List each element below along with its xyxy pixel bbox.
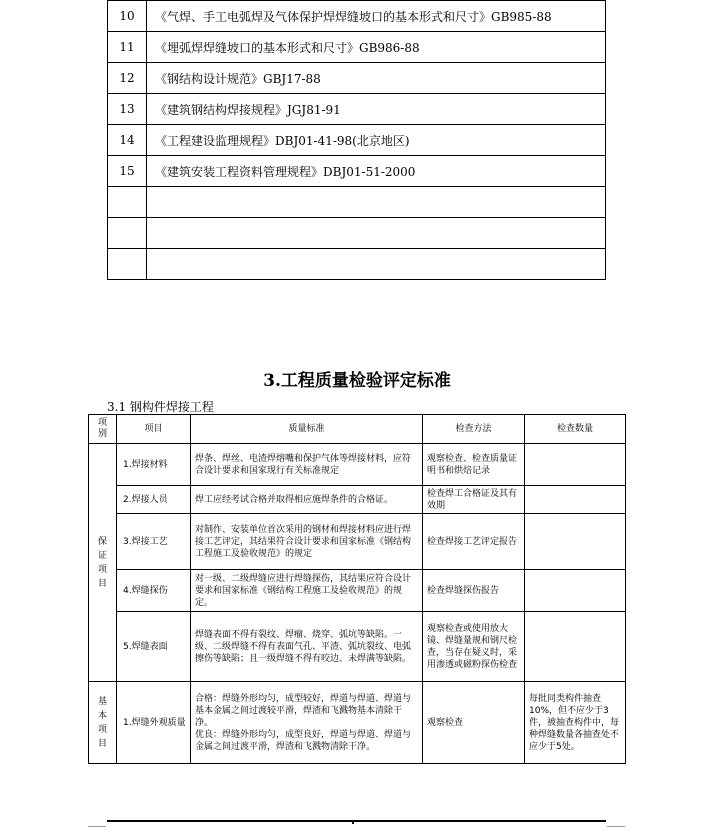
footer-rule xyxy=(107,820,606,822)
reference-text: 《工程建设监理规程》DBJ01-41-98(北京地区) xyxy=(147,125,606,156)
row-standard xyxy=(191,682,423,764)
header-method: 检查方法 xyxy=(423,415,525,444)
reference-row xyxy=(108,249,606,280)
corner-mark-left xyxy=(88,826,106,827)
reference-row xyxy=(108,1,606,32)
quality-table-header-row xyxy=(89,415,626,444)
reference-row xyxy=(108,63,606,94)
header-category: 项 别 xyxy=(89,415,117,444)
row-method: 检查焊工合格证及其有效期 xyxy=(423,486,525,514)
reference-text xyxy=(147,187,606,218)
row-item: 4.焊缝探伤 xyxy=(117,570,191,612)
reference-row xyxy=(108,94,606,125)
reference-text: 《气焊、手工电弧焊及气体保护焊焊缝坡口的基本形式和尺寸》GB985-88 xyxy=(147,1,606,32)
header-quantity: 检查数量 xyxy=(525,415,626,444)
subsection-title: 3.1 钢构件焊接工程 xyxy=(107,400,214,414)
row-method: 观察检查、检查质量证明书和烘焙记录 xyxy=(423,444,525,486)
guarantee-row xyxy=(89,570,626,612)
reference-row xyxy=(108,156,606,187)
reference-text: 《建筑安装工程资料管理规程》DBJ01-51-2000 xyxy=(147,156,606,187)
reference-text: 《钢结构设计规范》GBJ17-88 xyxy=(147,63,606,94)
row-standard: 焊工应经考试合格并取得相应施焊条件的合格证。 xyxy=(191,486,423,514)
reference-text xyxy=(147,218,606,249)
reference-text xyxy=(147,249,606,280)
reference-number: 12 xyxy=(108,63,147,94)
row-method: 检查焊接工艺评定报告 xyxy=(423,514,525,570)
row-method: 检查焊缝探伤报告 xyxy=(423,570,525,612)
guarantee-row xyxy=(89,514,626,570)
row-item: 3.焊接工艺 xyxy=(117,514,191,570)
reference-text: 《埋弧焊焊缝坡口的基本形式和尺寸》GB986-88 xyxy=(147,32,606,63)
section-title: 3.工程质量检验评定标准 xyxy=(263,371,451,391)
row-standard: 焊缝表面不得有裂纹、焊瘤、烧穿、弧坑等缺陷。一级、二级焊缝不得有表面气孔、平渣、弧坑裂纹、电弧擦伤等缺陷；且一级焊缝不得有咬边、未焊满等缺陷。 xyxy=(191,612,423,682)
basic-category: 基 本 项 目 xyxy=(89,682,117,764)
row-item: 5.焊缝表面 xyxy=(117,612,191,682)
reference-number: 11 xyxy=(108,32,147,63)
reference-row xyxy=(108,218,606,249)
reference-row xyxy=(108,125,606,156)
row-standard: 焊条、焊丝、电渣焊熔嘴和保护气体等焊接材料，应符合设计要求和国家现行有关标准规定 xyxy=(191,444,423,486)
guarantee-row xyxy=(89,444,626,486)
reference-number xyxy=(108,218,147,249)
row-item: 2.焊接人员 xyxy=(117,486,191,514)
header-item: 项目 xyxy=(117,415,191,444)
reference-table xyxy=(107,0,606,280)
quality-table xyxy=(88,414,626,764)
header-standard: 质量标准 xyxy=(191,415,423,444)
guarantee-category: 保 证 项 目 xyxy=(89,444,117,682)
reference-number xyxy=(108,249,147,280)
row-method: 观察检查或使用放大镜、焊缝量规和钢尺检查，当存在疑义时，采用渗透或磁粉探伤检查 xyxy=(423,612,525,682)
row-quantity xyxy=(525,612,626,682)
reference-number: 14 xyxy=(108,125,147,156)
guarantee-row xyxy=(89,612,626,682)
reference-row xyxy=(108,32,606,63)
reference-text: 《建筑钢结构焊接规程》JGJ81-91 xyxy=(147,94,606,125)
row-standard: 对制作、安装单位首次采用的钢材和焊接材料应进行焊接工艺评定，其结果符合设计要求和国家标准《钢结构工程施工及验收规范》的规定 xyxy=(191,514,423,570)
row-quantity xyxy=(525,570,626,612)
reference-number: 15 xyxy=(108,156,147,187)
reference-number: 10 xyxy=(108,1,147,32)
standard-excellent: 优良：焊缝外形均匀，成型良好，焊道与焊道、焊道与金属之间过渡平滑，焊渣和飞溅物清除干净。 xyxy=(195,729,412,752)
row-quantity: 每批同类构件抽查10%，但不应少于3件，被抽查构件中，每种焊缝数量各抽查处不应少于5处。 xyxy=(525,682,626,764)
row-item: 1.焊缝外观质量 xyxy=(117,682,191,764)
page-marker xyxy=(352,822,354,824)
reference-row xyxy=(108,187,606,218)
corner-mark-right xyxy=(607,826,625,827)
standard-pass: 合格：焊缝外形均匀，成型较好，焊道与焊道、焊道与基本金属之间过渡较平滑，焊渣和飞溅物基本清除干净。 xyxy=(195,693,412,728)
row-quantity xyxy=(525,486,626,514)
basic-row xyxy=(89,682,626,764)
reference-number: 13 xyxy=(108,94,147,125)
guarantee-row xyxy=(89,486,626,514)
reference-number xyxy=(108,187,147,218)
row-method: 观察检查 xyxy=(423,682,525,764)
row-item: 1.焊接材料 xyxy=(117,444,191,486)
row-quantity xyxy=(525,514,626,570)
row-standard: 对一级、二级焊缝应进行焊缝探伤，其结果应符合设计要求和国家标准《钢结构工程施工及验收规范》的规定。 xyxy=(191,570,423,612)
row-quantity xyxy=(525,444,626,486)
